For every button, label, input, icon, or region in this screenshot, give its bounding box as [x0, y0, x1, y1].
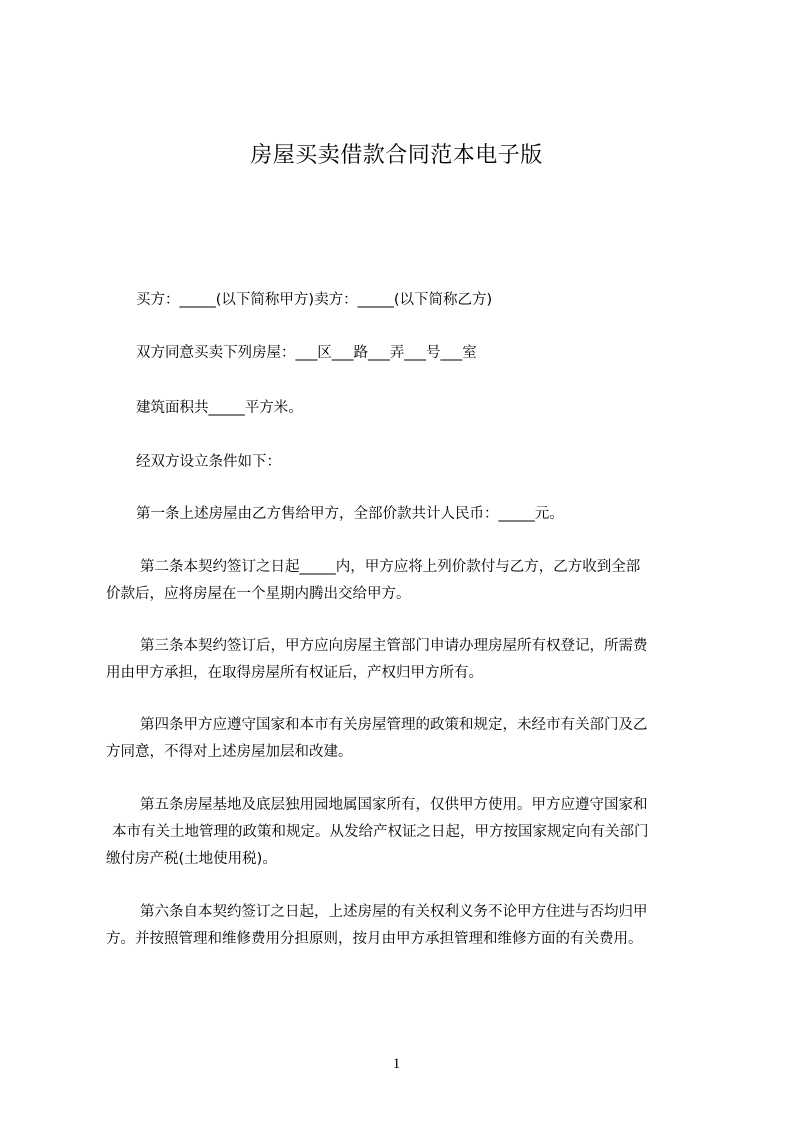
paragraph-line: 第六条自本契约签订之日起，上述房屋的有关权利义务不论甲方住进与否均归甲 — [140, 904, 648, 920]
article-5 — [106, 792, 704, 873]
paragraph-line: 第五条房屋基地及底层独用园地属国家所有，仅供甲方使用。甲方应遵守国家和 — [140, 797, 648, 813]
page-number: 1 — [392, 1056, 401, 1072]
article-1 — [106, 501, 704, 528]
paragraph-line: 第四条甲方应遵守国家和本市有关房屋管理的政策和规定，未经市有关部门及乙 — [140, 717, 648, 733]
paragraph-line: 买方：_____(以下简称甲方)卖方：_____(以下简称乙方) — [136, 292, 493, 308]
paragraph-floor-area — [106, 395, 704, 422]
paragraph-line: 价款后，应将房屋在一个星期内腾出交给甲方。 — [106, 586, 411, 602]
paragraph-line: 双方同意买卖下列房屋：___区___路___弄___号___室 — [136, 345, 477, 361]
article-2 — [106, 554, 704, 608]
article-3 — [106, 633, 704, 687]
article-6 — [106, 899, 704, 953]
paragraph-line: 本市有关土地管理的政策和规定。从发给产权证之日起，甲方按国家规定向有关部门 — [112, 824, 649, 840]
paragraph-parties — [106, 287, 704, 314]
paragraph-line: 经双方设立条件如下： — [136, 454, 281, 470]
paragraph-line: 第三条本契约签订后，甲方应向房屋主管部门申请办理房屋所有权登记，所需费 — [140, 638, 648, 654]
paragraph-conditions-intro — [106, 449, 704, 476]
paragraph-line: 方同意，不得对上述房屋加层和改建。 — [106, 744, 353, 760]
paragraph-line: 第一条上述房屋由乙方售给甲方，全部价款共计人民币：_____元。 — [136, 506, 564, 522]
paragraph-line: 第二条本契约签订之日起_____内，甲方应将上列价款付与乙方，乙方收到全部 — [140, 559, 641, 575]
paragraph-line: 建筑面积共_____平方米。 — [136, 400, 303, 416]
paragraph-property-address — [106, 340, 704, 367]
paragraph-line: 缴付房产税(土地使用税)。 — [106, 851, 277, 867]
paragraph-line: 方。并按照管理和维修费用分担原则，按月由甲方承担管理和维修方面的有关费用。 — [106, 931, 643, 947]
paragraph-line: 用由甲方承担，在取得房屋所有权证后，产权归甲方所有。 — [106, 665, 483, 681]
document-title: 房屋买卖借款合同范本电子版 — [250, 143, 543, 168]
article-4 — [106, 712, 704, 766]
